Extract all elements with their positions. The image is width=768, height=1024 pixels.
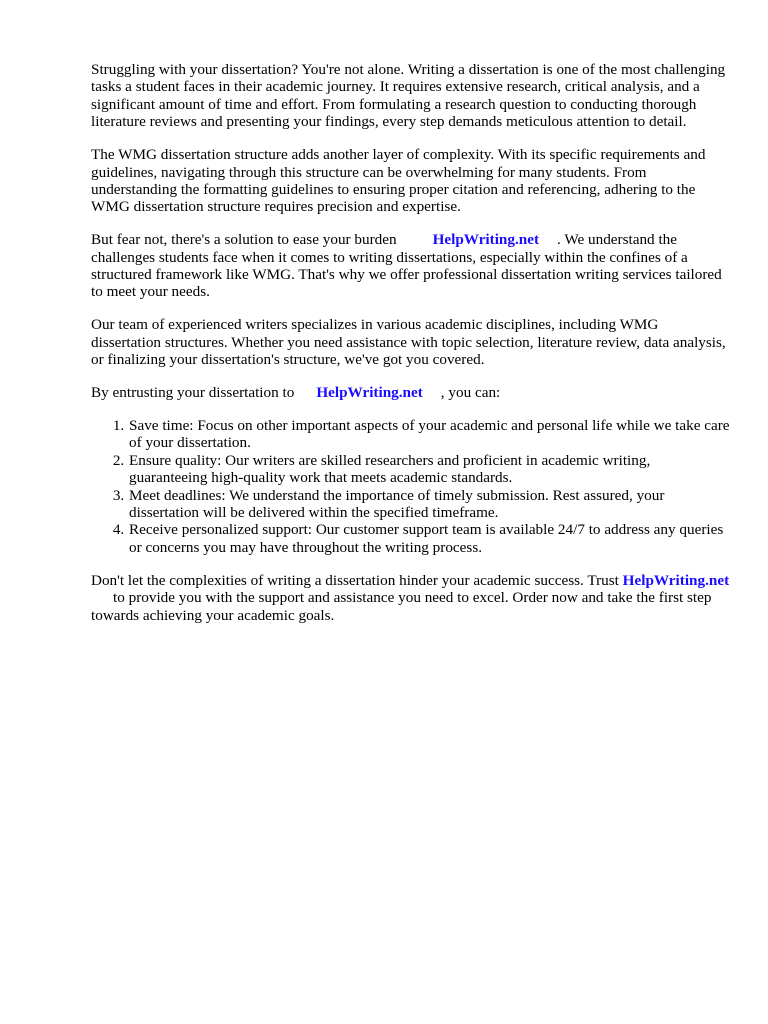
entrusting-paragraph <box>91 384 731 401</box>
intro-paragraph: Struggling with your dissertation? You're not alone. Writing a dissertation is one of the most challenging tasks a student faces in their academic journey. It requires extensive research, critical analysis, and a significant amount of time and effort. From formulating a research question to conducting thorough literature reviews and presenting your findings, every step demands meticulous attention to detail. <box>91 61 726 131</box>
closing-text-after: to provide you with the support and assistance you need to excel. Order now and take the first step towards achieving your academic goals. <box>91 589 712 624</box>
entrusting-text-after: , you can: <box>440 384 501 402</box>
list-item: 1. Save time: Focus on other important aspects of your academic and personal life while we take care of your dissertation. <box>128 417 731 452</box>
document-page <box>91 61 731 639</box>
closing-text-before: Don't let the complexities of writing a dissertation hinder your academic success. Trust <box>91 571 619 589</box>
list-item: 3. Meet deadlines: We understand the importance of timely submission. Rest assured, your dissertation will be delivered within the specified timeframe. <box>128 487 731 522</box>
helpwriting-link[interactable]: HelpWriting.net <box>316 384 423 402</box>
entrusting-text-before: By entrusting your dissertation to <box>91 384 295 402</box>
helpwriting-link[interactable]: HelpWriting.net <box>432 231 540 249</box>
wmg-structure-paragraph: The WMG dissertation structure adds another layer of complexity. With its specific requirements and guidelines, navigating through this structure can be overwhelming for many students. From understanding the formatting guidelines to ensuring proper citation and referencing, adhering to the WMG dissertation structure requires precision and expertise. <box>91 146 706 216</box>
list-item: 2. Ensure quality: Our writers are skilled researchers and proficient in academic writing, guaranteeing high-quality work that meets academic standards. <box>128 452 731 487</box>
solution-text-before: But fear not, there's a solution to ease your burden <box>91 231 397 249</box>
benefits-list <box>91 417 731 556</box>
closing-paragraph <box>91 572 731 624</box>
team-paragraph: Our team of experienced writers specializes in various academic disciplines, including WMG dissertation structures. Whether you need assistance with topic selection, literature review, data analysis, or finalizing your dissertation's structure, we've got you covered. <box>91 316 726 369</box>
helpwriting-link[interactable]: HelpWriting.net <box>622 571 730 589</box>
list-item: 4. Receive personalized support: Our customer support team is available 24/7 to address any queries or concerns you may have throughout the writing process. <box>128 521 731 556</box>
solution-paragraph <box>91 231 731 301</box>
solution-text-after: . We understand the challenges students face when it comes to writing dissertations, especially within the confines of a structured framework like WMG. That's why we offer professional dissertation writing services tailored to meet your needs. <box>91 231 722 301</box>
